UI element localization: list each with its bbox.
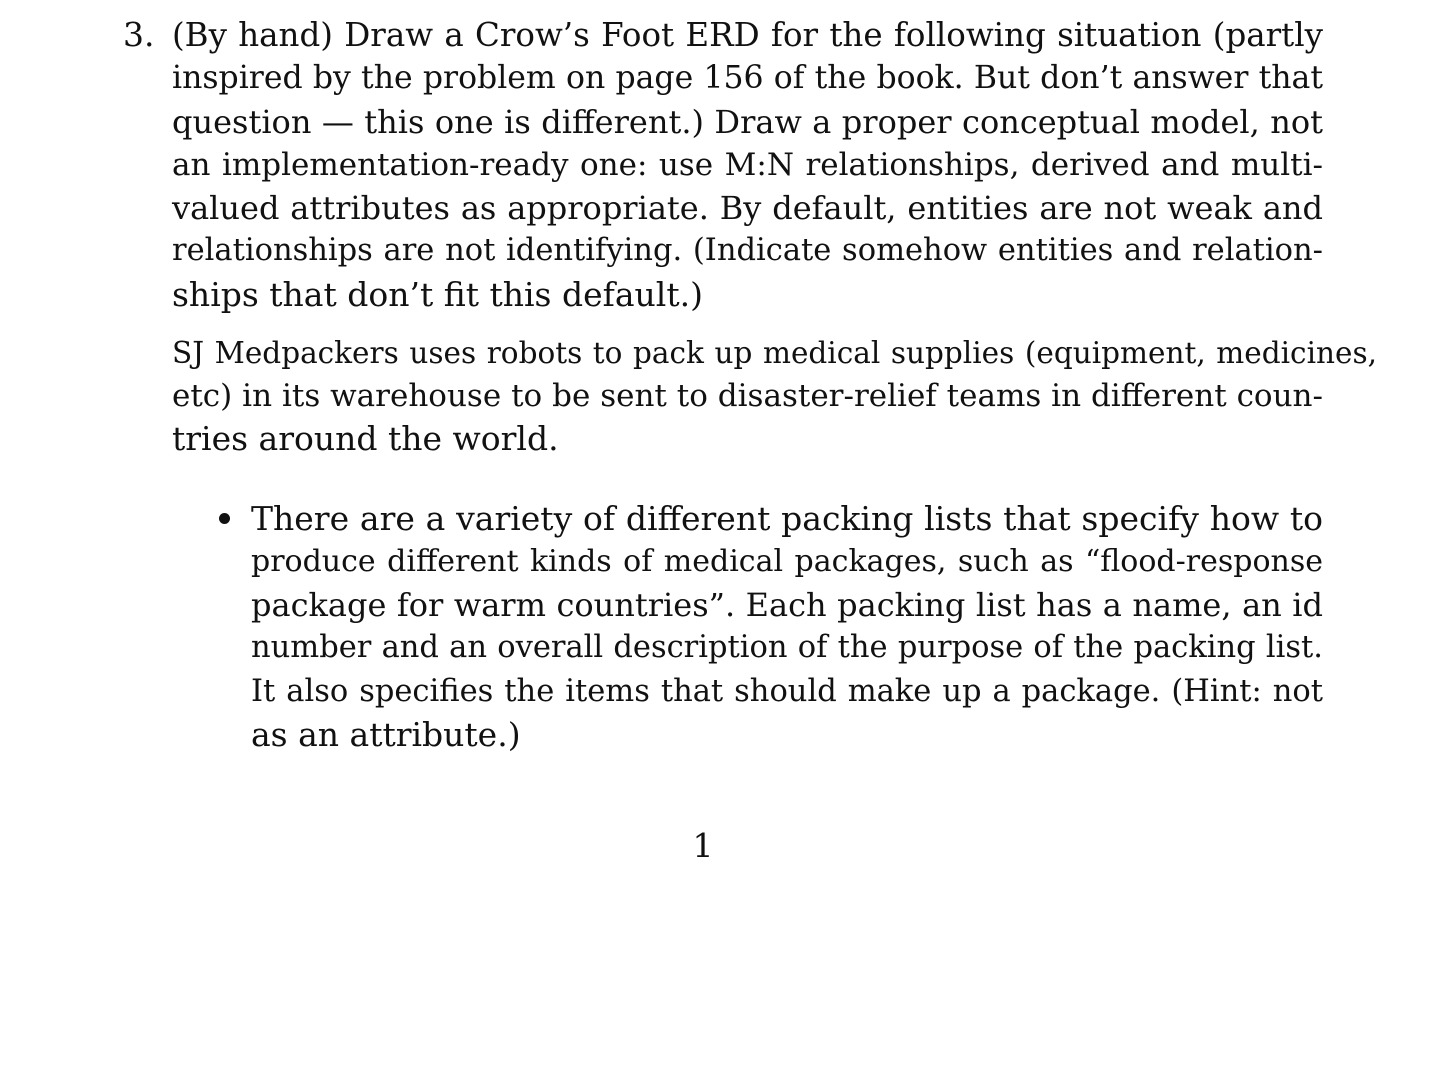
page-number: 1 (692, 826, 714, 865)
bullet-line: produce different kinds of medical packages, such as “flood-response (251, 544, 1323, 579)
question-line: relationships are not identifying. (Indicate somehow entities and relation- (172, 233, 1323, 268)
scenario-line: tries around the world. (172, 419, 559, 458)
bullet-line: It also specifies the items that should make up a package. (Hint: not (251, 674, 1323, 709)
question-line: valued attributes as appropriate. By default, entities are not weak and (172, 189, 1323, 227)
question-line: (By hand) Draw a Crow’s Foot ERD for the following situation (partly (172, 16, 1323, 54)
question-line: inspired by the problem on page 156 of the book. But don’t answer that (172, 60, 1323, 96)
bullet-line: number and an overall description of the purpose of the packing list. (251, 630, 1323, 665)
question-line: ships that don’t fit this default.) (172, 275, 703, 314)
bullet-line: package for warm countries”. Each packing list has a name, an id (251, 586, 1323, 624)
question-number: 3. (123, 15, 155, 54)
bullet-dot-icon (219, 513, 230, 524)
question-line: an implementation-ready one: use M:N relationships, derived and multi- (172, 147, 1323, 183)
bullet-line: There are a variety of different packing lists that specify how to (251, 499, 1323, 538)
scenario-line: etc) in its warehouse to be sent to disaster-relief teams in different coun- (172, 378, 1323, 414)
bullet-line: as an attribute.) (251, 715, 521, 754)
scenario-line: SJ Medpackers uses robots to pack up medical supplies (equipment, medicines, (172, 336, 1377, 370)
question-line: question — this one is different.) Draw a proper conceptual model, not (172, 103, 1323, 141)
